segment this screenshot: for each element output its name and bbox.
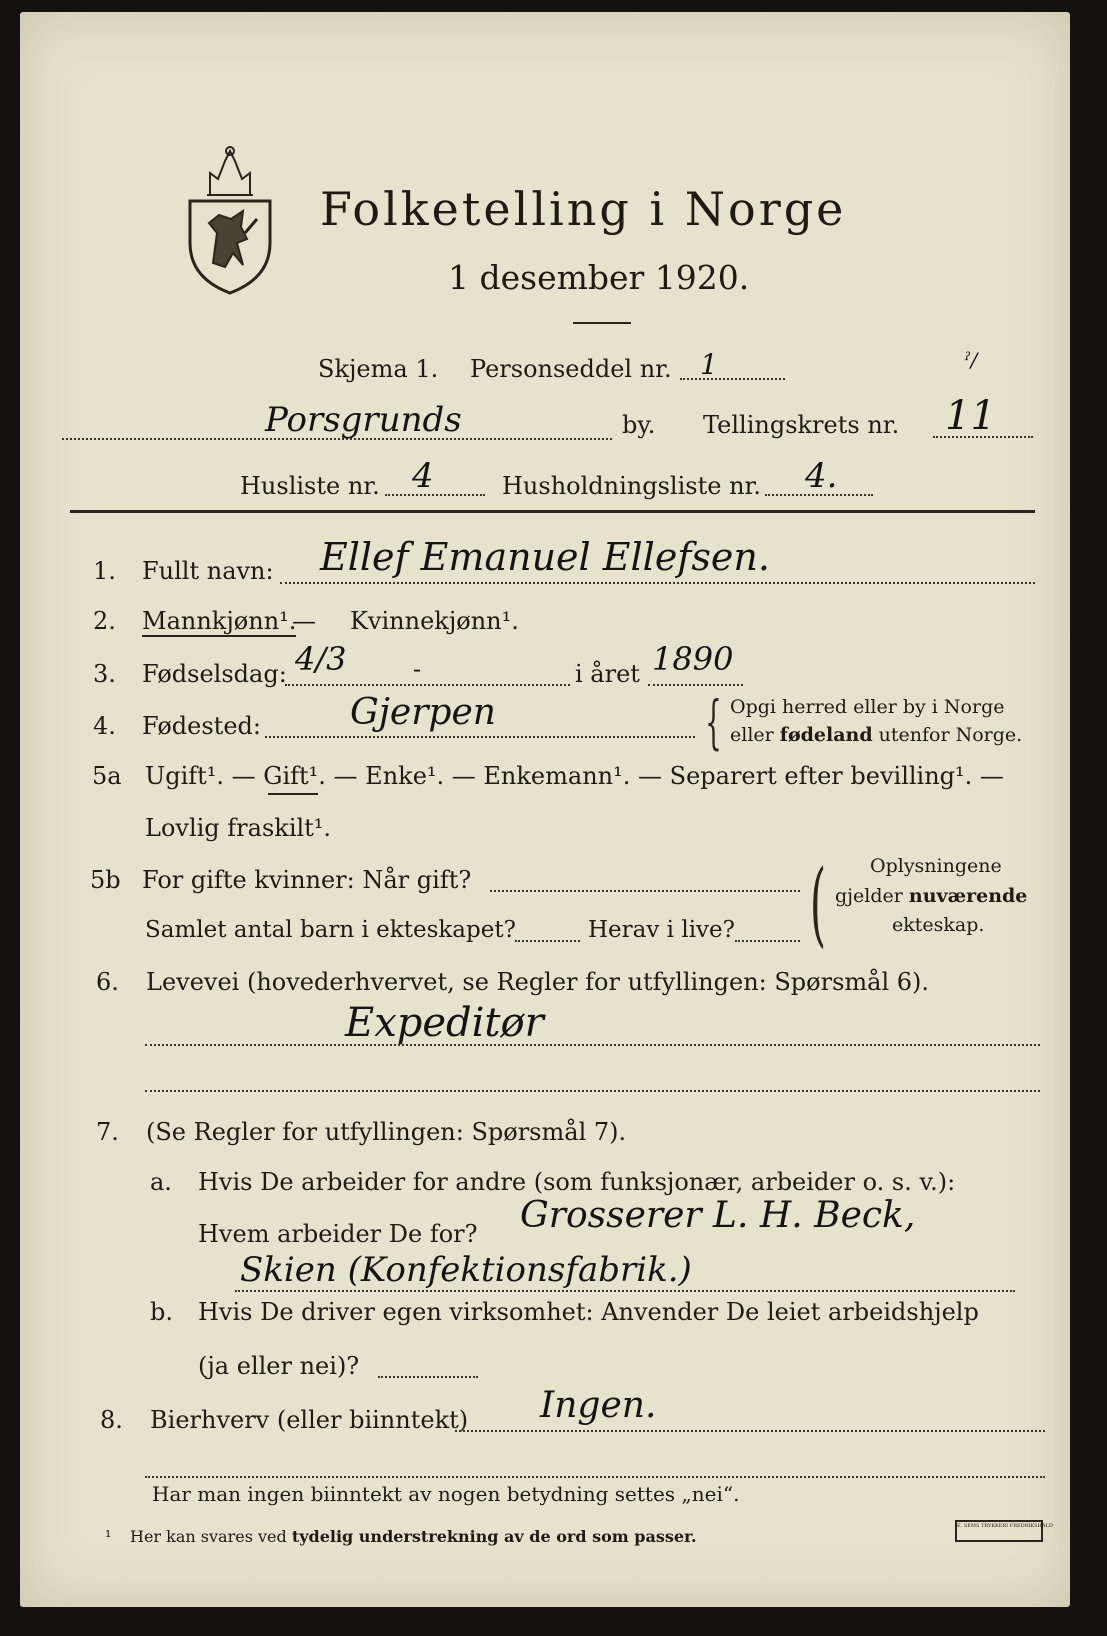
q4-note-line2: eller fødeland utenfor Norge. <box>730 724 1023 746</box>
q5b-number: 5b <box>90 866 121 894</box>
tellingskrets-label: Tellingskrets nr. <box>703 411 900 439</box>
q7a-employer: Grosserer L. H. Beck, <box>520 1195 916 1236</box>
q3-birth-year: 1890 <box>652 640 734 678</box>
q1-full-name: Ellef Emanuel Ellefsen. <box>320 535 770 579</box>
header-rule <box>70 510 1035 513</box>
norway-coat-of-arms-icon <box>185 143 275 295</box>
q4-birthplace: Gjerpen <box>350 692 496 733</box>
q6-label: Levevei (hovederhvervet, se Regler for utfyllingen: Spørsmål 6). <box>146 968 930 996</box>
q7a-letter: a. <box>150 1168 172 1196</box>
q3-birthday: 4/3 <box>295 640 347 678</box>
footer-note: Har man ingen biinntekt av nogen betydning settes „nei“. <box>152 1482 740 1506</box>
q7a-employer-line2: Skien (Konfektionsfabrik.) <box>240 1250 692 1290</box>
q8-number: 8. <box>100 1406 123 1434</box>
q3-number: 3. <box>93 660 116 688</box>
q7a-label: Hvis De arbeider for andre (som funksjonær, arbeider o. s. v.): <box>198 1168 956 1196</box>
q5a-options-line2: Lovlig fraskilt¹. <box>145 814 332 842</box>
q2-separator: — <box>292 607 316 635</box>
husholdning-label: Husholdningsliste nr. <box>502 472 761 500</box>
q7b-label: Hvis De driver egen virksomhet: Anvender De leiet arbeidshjelp <box>198 1298 979 1326</box>
q4-note-line1: Opgi herred eller by i Norge <box>730 696 1005 718</box>
schema-label: Skjema 1. <box>318 355 439 383</box>
q3-label: Fødselsdag: <box>142 660 287 688</box>
city-value: Porsgrunds <box>265 400 462 440</box>
city-suffix: by. <box>622 411 656 439</box>
husliste-label: Husliste nr. <box>240 472 380 500</box>
personseddel-label: Personseddel nr. <box>470 355 672 383</box>
q3-dash: - <box>413 655 422 683</box>
q5b-children-label: Samlet antal barn i ekteskapet? <box>145 917 516 943</box>
q5b-alive-label: Herav i live? <box>588 917 735 943</box>
q2-male-underlined: Mannkjønn¹. <box>142 607 297 635</box>
q7b-letter: b. <box>150 1298 173 1326</box>
q3-year-label: i året <box>575 660 640 688</box>
q7-label: (Se Regler for utfyllingen: Spørsmål 7). <box>146 1118 627 1146</box>
q7b-label-line2: (ja eller nei)? <box>198 1352 360 1380</box>
footnote-text: Her kan svares ved tydelig understrekning av de ord som passer. <box>130 1527 697 1546</box>
q1-label: Fullt navn: <box>142 557 274 585</box>
q7a-who-label: Hvem arbeider De for? <box>198 1220 478 1248</box>
corner-mark: ˀ/ <box>965 348 978 372</box>
q5b-note-line2: gjelder nuværende <box>835 885 1028 907</box>
q6-number: 6. <box>96 968 119 996</box>
tellingskrets-value: 11 <box>945 393 996 439</box>
q5b-note-line1: Oplysningene <box>870 855 1002 877</box>
form-title: Folketelling i Norge <box>320 182 847 236</box>
census-form-paper <box>20 12 1070 1607</box>
personseddel-value: 1 <box>700 348 718 381</box>
footnote-marker: ¹ <box>105 1527 112 1546</box>
q4-label: Fødested: <box>142 712 261 740</box>
q5b-brace: ( <box>809 850 827 957</box>
title-divider <box>573 322 631 324</box>
q5b-label: For gifte kvinner: Når gift? <box>142 866 472 894</box>
q2-female: Kvinnekjønn¹. <box>350 607 519 635</box>
q5a-number: 5a <box>92 762 122 790</box>
husliste-value: 4 <box>412 456 434 496</box>
q1-number: 1. <box>93 557 116 585</box>
q2-number: 2. <box>93 607 116 635</box>
husholdning-value: 4. <box>805 456 838 496</box>
q5a-gift-underline <box>268 793 318 795</box>
form-date: 1 desember 1920. <box>448 258 750 297</box>
q5a-options: Ugift¹. — Gift¹. — Enke¹. — Enkemann¹. — Separert efter bevilling¹. — <box>145 762 1004 790</box>
q5b-note-line3: ekteskap. <box>892 914 985 936</box>
printer-stamp: E. SEMS TRYKKERI FREDRIKSHALD <box>955 1520 1043 1542</box>
q7-number: 7. <box>96 1118 119 1146</box>
q6-occupation: Expeditør <box>345 1000 544 1046</box>
q4-brace: { <box>705 688 722 756</box>
q8-side-income: Ingen. <box>540 1385 657 1426</box>
q4-number: 4. <box>93 712 116 740</box>
q8-label: Bierhverv (eller biinntekt) <box>150 1406 469 1434</box>
